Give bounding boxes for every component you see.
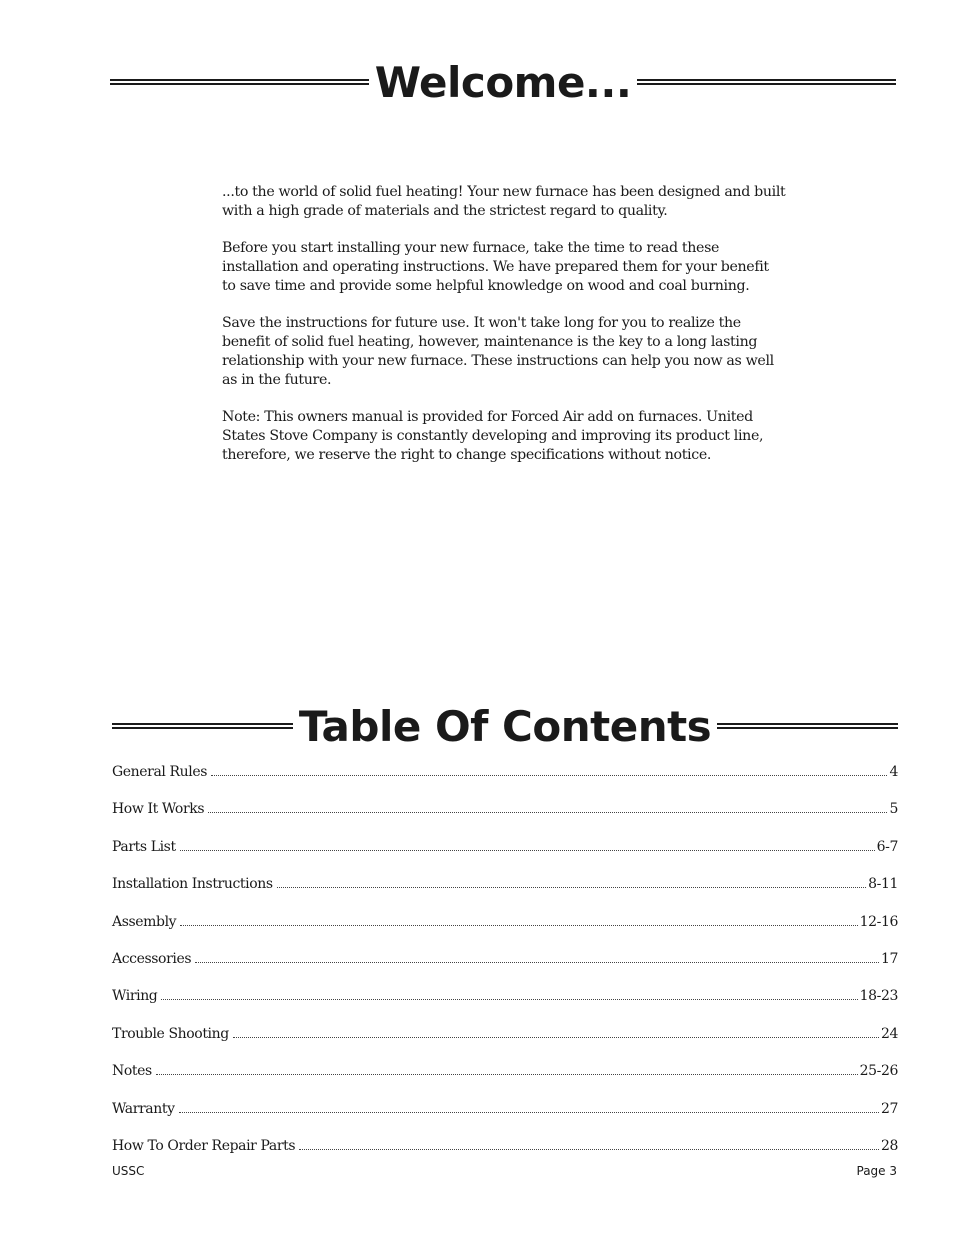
toc-dot-leader <box>211 775 887 776</box>
toc-entry-title: How To Order Repair Parts <box>112 1137 296 1154</box>
toc-entry[interactable] <box>112 1099 898 1136</box>
toc-dot-leader <box>195 962 879 963</box>
toc-entry-title: How It Works <box>112 801 205 818</box>
toc-heading: Table Of Contents <box>298 701 712 751</box>
toc-entry[interactable] <box>112 1136 898 1173</box>
toc-entry[interactable] <box>112 799 898 836</box>
toc-entry[interactable] <box>112 949 898 986</box>
toc-entry-page: 28 <box>880 1137 898 1154</box>
toc-entry-title: Trouble Shooting <box>112 1025 229 1042</box>
intro-paragraph: ...to the world of solid fuel heating! Your new furnace has been designed and built with a high grade of materials and the strictest regard to quality. <box>222 184 786 219</box>
toc-entry-page: 4 <box>889 764 898 780</box>
toc-dot-leader <box>180 925 857 926</box>
toc-entry-title: Parts List <box>112 838 176 855</box>
intro-paragraph: Save the instructions for future use. It won't take long for you to realize the benefit of solid fuel heating, however, maintenance is the key to a long lasting relationship with your new furnace. These instructions can help you now as well as in the future. <box>222 315 774 388</box>
welcome-intro <box>222 183 786 483</box>
heading-rule-right <box>637 79 896 85</box>
toc-dot-leader <box>180 850 875 851</box>
toc-entry[interactable] <box>112 762 898 799</box>
intro-paragraph: Before you start installing your new furnace, take the time to read these installation and operating instructions. We have prepared them for your benefit to save time and provide some helpful knowledge on wood and coal burning. <box>222 240 769 294</box>
table-of-contents <box>112 762 898 1173</box>
toc-entry-page: 6-7 <box>876 838 898 855</box>
toc-entry-title: Accessories <box>112 950 192 967</box>
toc-dot-leader <box>156 1074 858 1075</box>
toc-entry-page: 5 <box>889 801 898 818</box>
toc-entry[interactable] <box>112 1024 898 1061</box>
toc-entry-page: 18-23 <box>859 988 898 1005</box>
footer-page-number: Page 3 <box>856 1164 897 1178</box>
toc-entry-page: 8-11 <box>868 876 898 893</box>
toc-entry[interactable] <box>112 1061 898 1098</box>
welcome-heading: Welcome... <box>374 57 632 107</box>
heading-rule-left <box>112 723 293 729</box>
toc-entry[interactable] <box>112 874 898 911</box>
toc-entry-title: Wiring <box>112 988 158 1005</box>
toc-entry-page: 17 <box>880 950 898 967</box>
toc-heading-row <box>112 696 898 756</box>
toc-dot-leader <box>233 1037 879 1038</box>
toc-entry-page: 25-26 <box>859 1063 898 1080</box>
heading-rule-right <box>717 723 898 729</box>
toc-entry-title: General Rules <box>112 764 208 780</box>
toc-entry-title: Warranty <box>112 1100 175 1117</box>
toc-entry[interactable] <box>112 837 898 874</box>
intro-paragraph: Note: This owners manual is provided for Forced Air add on furnaces. United States Stove Company is constantly developing and improving its product line, therefore, we reserve the right to change specifications without notice. <box>222 409 764 463</box>
toc-dot-leader <box>277 887 866 888</box>
toc-entry-title: Notes <box>112 1063 152 1080</box>
toc-entry-title: Assembly <box>112 913 177 930</box>
toc-dot-leader <box>299 1149 879 1150</box>
toc-dot-leader <box>208 812 887 813</box>
toc-dot-leader <box>161 999 857 1000</box>
footer-company: USSC <box>112 1164 145 1178</box>
toc-entry-page: 12-16 <box>859 913 898 930</box>
welcome-heading-row <box>110 52 896 112</box>
toc-entry[interactable] <box>112 912 898 949</box>
toc-dot-leader <box>179 1112 879 1113</box>
toc-entry[interactable] <box>112 986 898 1023</box>
toc-entry-page: 24 <box>880 1025 898 1042</box>
heading-rule-left <box>110 79 369 85</box>
toc-entry-page: 27 <box>880 1100 898 1117</box>
toc-entry-title: Installation Instructions <box>112 876 273 893</box>
